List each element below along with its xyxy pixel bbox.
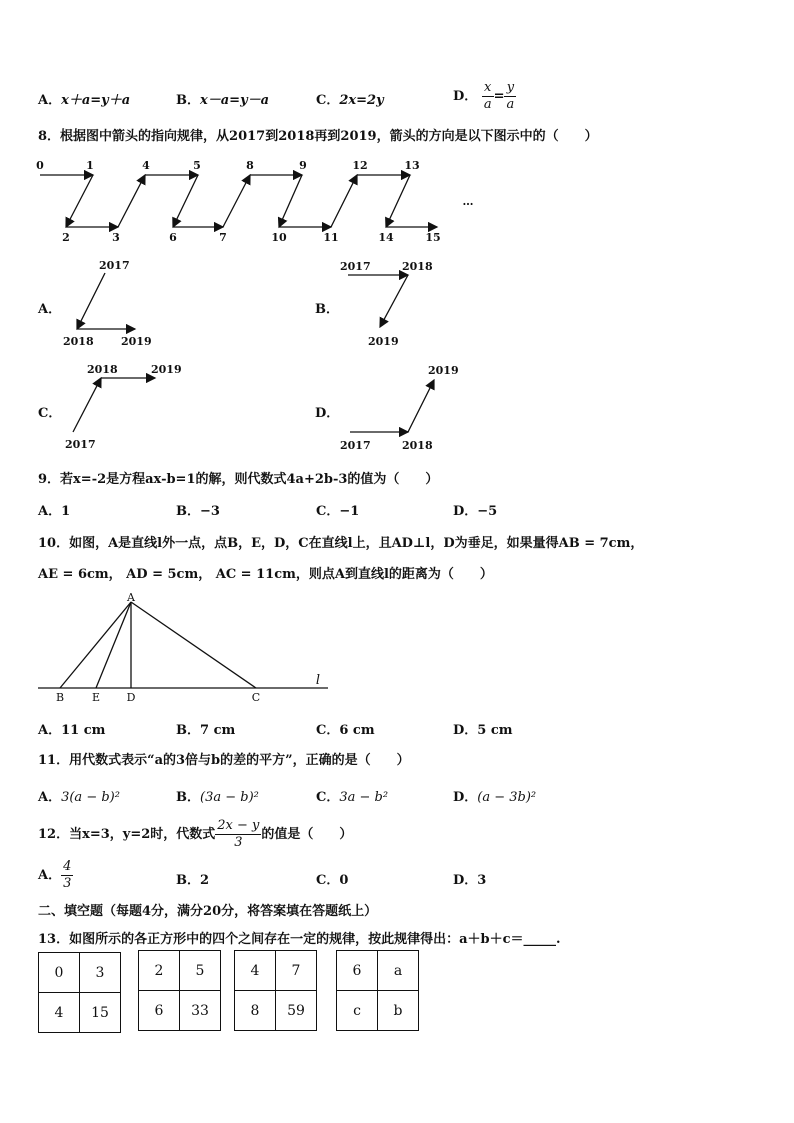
q8-option-b-label: B． (315, 302, 339, 317)
zig-label-3: 3 (112, 231, 120, 244)
q12-option-c: C．0 (316, 873, 349, 888)
zig-label-8: 8 (246, 159, 254, 172)
q8-option-c-label: C． (38, 406, 62, 421)
q11-option-b: B．(3a − b)² (176, 790, 259, 805)
q13-square-1: 0 3 4 15 (38, 952, 121, 1033)
q9-option-b: B．−3 (176, 504, 220, 519)
label-d: D (126, 691, 136, 704)
q10-option-a: A．11 cm (38, 723, 106, 738)
svg-text:2017: 2017 (340, 260, 371, 273)
svg-text:2019: 2019 (368, 335, 399, 348)
q8-option-d-label: D． (315, 406, 340, 421)
q9-stem: 9．若x=-2是方程ax-b=1的解，则代数式4a+2b-3的值为（ ） (38, 472, 439, 487)
q10-option-c: C．6 cm (316, 723, 375, 738)
zig-label-13: 13 (404, 159, 420, 172)
q10-figure (38, 590, 338, 710)
zig-ellipsis: … (462, 195, 474, 208)
q10-option-d: D．5 cm (453, 723, 513, 738)
q12-option-a: A． $\frac{4}{3}$ (38, 859, 72, 891)
q8-stem: 8．根据图中箭头的指向规律，从2017到2018再到2019，箭头的方向是以下图示中的（ ） (38, 129, 598, 144)
q13-square-4: 6 a c b (336, 950, 419, 1031)
svg-text:2019: 2019 (428, 364, 459, 377)
zig-label-2: 2 (62, 231, 70, 244)
q13-square-2: 2 5 6 33 (138, 950, 221, 1031)
q8-option-d-figure (332, 358, 472, 453)
zig-label-1: 1 (86, 159, 94, 172)
zig-label-6: 6 (169, 231, 177, 244)
q11-option-d: D．(a − 3b)² (453, 790, 537, 805)
q13-square-3: 4 7 8 59 (234, 950, 317, 1031)
zig-label-11: 11 (323, 231, 339, 244)
svg-text:2019: 2019 (151, 363, 182, 376)
svg-text:2018: 2018 (402, 260, 433, 273)
q7-option-c: C．2x=2y (316, 93, 384, 108)
q7-option-a: A．x＋a=y＋a (38, 93, 131, 108)
label-a: A (127, 591, 135, 604)
q10-option-b: B．7 cm (176, 723, 236, 738)
label-b: B (55, 691, 65, 704)
q10-stem-line2: AE = 6cm， AD = 5cm， AC = 11cm，则点A到直线l的距离为（ ） (38, 567, 493, 582)
label-l: l (315, 673, 321, 688)
q12-option-d: D．3 (453, 873, 487, 888)
q9-option-c: C．−1 (316, 504, 360, 519)
zig-label-9: 9 (299, 159, 307, 172)
q8-option-a-label: A． (38, 302, 62, 317)
q8-zigzag-figure (30, 155, 490, 250)
zig-label-12: 12 (352, 159, 368, 172)
zig-label-4: 4 (142, 159, 150, 172)
zig-label-14: 14 (378, 231, 394, 244)
svg-text:2018: 2018 (87, 363, 118, 376)
q12-option-b: B．2 (176, 873, 210, 888)
svg-text:2017: 2017 (340, 439, 371, 452)
zig-label-10: 10 (271, 231, 287, 244)
svg-text:2017: 2017 (99, 259, 130, 272)
q7-option-d: D． $\frac{x}{a}$ = $\frac{y}{a}$ (453, 80, 515, 112)
q13-stem: 13．如图所示的各正方形中的四个之间存在一定的规律，按此规律得出：a＋b＋c＝_____. (38, 932, 561, 947)
q12-stem: 12．当x=3，y=2时，代数式 $\frac{2x - y}{3}$ 的值是（ ） (38, 818, 353, 850)
q8-option-a-figure (55, 255, 175, 350)
q10-stem-line1: 10．如图，A是直线l外一点，点B，E，D，C在直线l上，且AD⊥l，D为垂足，如果量得AB = 7cm， (38, 536, 644, 551)
q9-option-a: A．1 (38, 504, 71, 519)
q9-option-d: D．−5 (453, 504, 498, 519)
q8-option-b-figure (332, 255, 452, 350)
svg-text:2019: 2019 (121, 335, 152, 348)
svg-text:2017: 2017 (65, 438, 96, 451)
label-e: E (91, 691, 101, 704)
q11-stem: 11．用代数式表示“a的3倍与b的差的平方”，正确的是（ ） (38, 753, 410, 768)
label-c: C (251, 691, 261, 704)
svg-text:2018: 2018 (63, 335, 94, 348)
zig-label-5: 5 (193, 159, 201, 172)
zig-label-15: 15 (425, 231, 441, 244)
section-2-title: 二、填空题（每题4分，满分20分，将答案填在答题纸上） (38, 904, 378, 919)
q8-option-c-figure (55, 358, 195, 453)
svg-text:2018: 2018 (402, 439, 433, 452)
q11-option-a: A．3(a − b)² (38, 790, 120, 805)
q7-option-b: B．x－a=y－a (176, 93, 270, 108)
zig-label-0: 0 (36, 159, 44, 172)
zig-label-7: 7 (219, 231, 227, 244)
q11-option-c: C．3a − b² (316, 790, 389, 805)
